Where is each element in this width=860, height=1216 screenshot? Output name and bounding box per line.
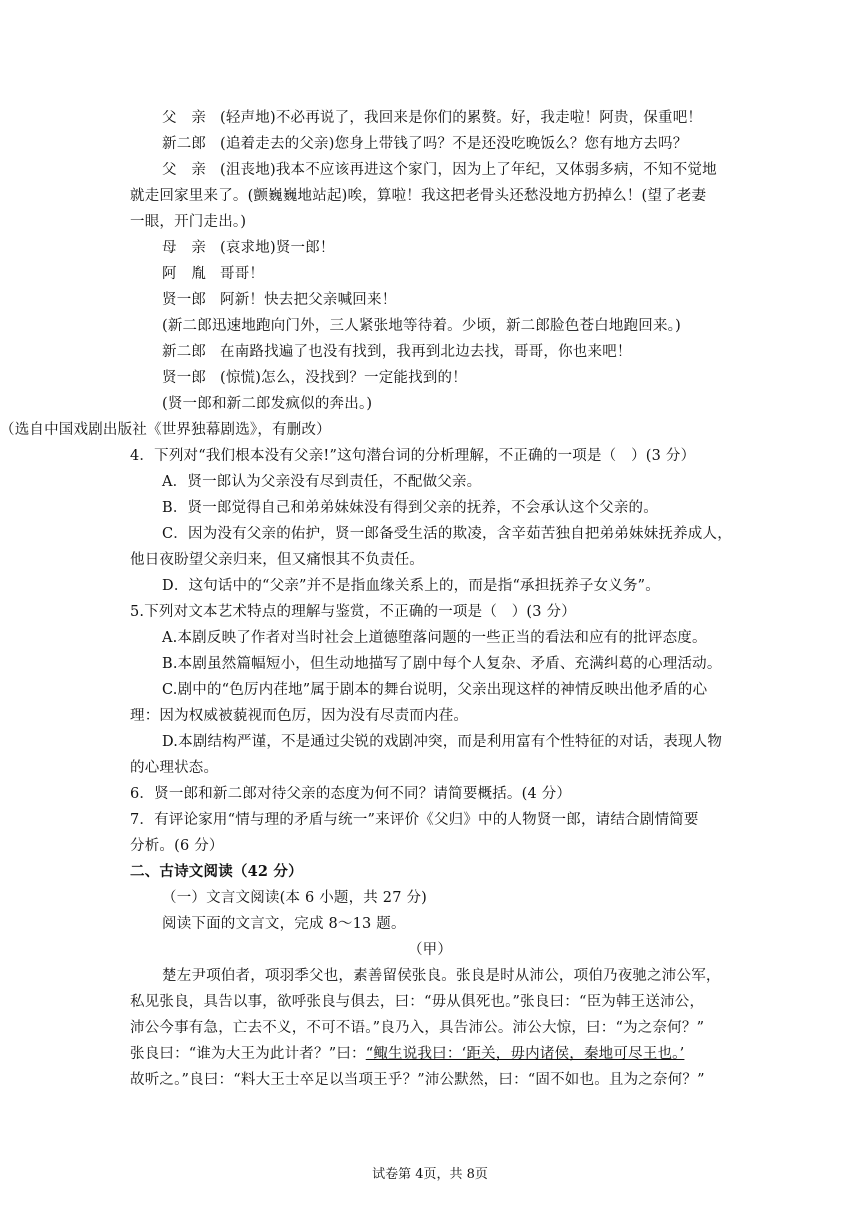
- speaker-label: 阿 胤: [162, 266, 207, 282]
- dialogue-text: 在南路找遍了也没有找到，我再到北边去找，哥哥，你也来吧！: [220, 344, 632, 360]
- dialogue-text: 哥哥！: [220, 266, 265, 282]
- q4-option-a: A．贤一郎认为父亲没有尽到责任，不配做父亲。: [162, 474, 482, 490]
- dialogue-text: 阿新！快去把父亲喊回来！: [220, 292, 397, 308]
- speaker-label: 父 亲: [162, 110, 207, 126]
- q5-option-b: B.本剧虽然篇幅短小，但生动地描写了剧中每个人复杂、矛盾、充满纠葛的心理活动。: [162, 656, 722, 672]
- speaker-label: 贤一郎: [162, 292, 207, 308]
- speaker-label: 母 亲: [162, 240, 207, 256]
- q4-option-b: B．贤一郎觉得自己和弟弟妹妹没有得到父亲的抚养，不会承认这个父亲的。: [162, 500, 658, 516]
- script-line: [162, 264, 264, 284]
- reading-instruction: 阅读下面的文言文，完成 8～13 题。: [162, 916, 406, 932]
- dialogue-text: (轻声地)不必再说了，我回来是你们的累赘。好，我走啦！阿贵，保重吧！: [220, 110, 703, 126]
- passage-line: [130, 1044, 684, 1064]
- passage-line: 沛公今事有急，亡去不义，不可不语。”良乃入，具告沛公。沛公大惊，曰：“为之奈何？”: [130, 1020, 705, 1036]
- passage-line: 楚左尹项伯者，项羽季父也，素善留侯张良。张良是时从沛公，项伯乃夜驰之沛公军，: [162, 968, 721, 984]
- stage-direction: (贤一郎和新二郎发疯似的奔出。): [162, 396, 373, 412]
- page-footer: 试卷第 4页，共 8页: [372, 1167, 488, 1182]
- q5-option-c-cont: 理：因为权威被藐视而色厉，因为没有尽责而内荏。: [130, 708, 469, 724]
- passage-label: （甲）: [407, 942, 453, 958]
- passage-text: 张良曰：“谁为大王为此计者？”曰：: [130, 1046, 366, 1062]
- dialogue-text: (追着走去的父亲)您身上带钱了吗？不是还没吃晚饭么？您有地方去吗？: [220, 136, 688, 152]
- question-7: 7．有评论家用“情与理的矛盾与统一”来评价《父归》中的人物贤一郎，请结合剧情简要: [130, 812, 699, 828]
- script-line: [162, 108, 702, 128]
- question-4-stem: 4．下列对“我们根本没有父亲!”这句潜台词的分析理解，不正确的一项是（ ）(3 分）: [130, 448, 696, 464]
- stage-direction: (新二郎迅速地跑向门外，三人紧张地等待着。少顷，新二郎脸色苍白地跑回来。): [162, 318, 681, 334]
- script-line: [162, 134, 687, 154]
- q4-option-c-cont: 他日夜盼望父亲归来，但又痛恨其不负责任。: [130, 552, 424, 568]
- passage-line: 私见张良，具告以事，欲呼张良与俱去，曰：“毋从俱死也。”张良曰：“臣为韩王送沛公，: [130, 994, 705, 1010]
- script-line: [162, 160, 717, 180]
- script-line-cont: 就走回家里来了。(颤巍巍地站起)唉，算啦！我这把老骨头还愁没地方扔掉么！(望了老妻: [130, 188, 707, 204]
- question-5-stem: 5.下列对文本艺术特点的理解与鉴赏，不正确的一项是（ ）(3 分）: [130, 604, 576, 620]
- question-6: 6．贤一郎和新二郎对待父亲的态度为何不同？请简要概括。(4 分）: [130, 786, 572, 802]
- dialogue-text: (惊慌)怎么，没找到？一定能找到的！: [220, 370, 467, 386]
- script-line-cont: 一眼，开门走出。): [130, 214, 247, 230]
- script-line: [162, 290, 396, 310]
- dialogue-text: (哀求地)贤一郎！: [220, 240, 335, 256]
- question-7-cont: 分析。(6 分）: [130, 838, 224, 854]
- source-citation: （选自中国戏剧出版社《世界独幕剧选》，有删改）: [0, 422, 331, 438]
- speaker-label: 新二郎: [162, 344, 207, 360]
- speaker-label: 新二郎: [162, 136, 207, 152]
- q5-option-c: C.剧中的“色厉内荏地”属于剧本的舞台说明，父亲出现这样的神情反映出他矛盾的心: [162, 682, 708, 698]
- underlined-sentence: “鲰生说我曰：‘距关，毋内诸侯，秦地可尽王也。’: [365, 1046, 685, 1062]
- q4-option-d: D．这句话中的“父亲”并不是指血缘关系上的，而是指“承担抚养子女义务”。: [162, 578, 660, 594]
- q5-option-d: D.本剧结构严谨，不是通过尖锐的戏剧冲突，而是利用富有个性特征的对话，表现人物: [162, 734, 723, 750]
- q5-option-d-cont: 的心理状态。: [130, 760, 219, 776]
- q5-option-a: A.本剧反映了作者对当时社会上道德堕落问题的一些正当的看法和应有的批评态度。: [162, 630, 707, 646]
- script-line: [162, 368, 467, 388]
- speaker-label: 父 亲: [162, 162, 207, 178]
- script-line: [162, 342, 632, 362]
- script-line: [162, 238, 335, 258]
- passage-line: 故听之。”良曰：“料大王士卒足以当项王乎？”沛公默然，曰：“固不如也。且为之奈何？”: [130, 1072, 705, 1088]
- q4-option-c: C．因为没有父亲的佑护，贤一郎备受生活的欺凌，含辛茹苦独自把弟弟妹妹抚养成人，: [162, 526, 732, 542]
- speaker-label: 贤一郎: [162, 370, 207, 386]
- section-heading: 二、古诗文阅读（42 分）: [130, 863, 303, 880]
- dialogue-text: (沮丧地)我本不应该再进这个家门，因为上了年纪，又体弱多病，不知不觉地: [220, 162, 717, 178]
- subsection-heading: （一）文言文阅读(本 6 小题，共 27 分): [162, 890, 428, 906]
